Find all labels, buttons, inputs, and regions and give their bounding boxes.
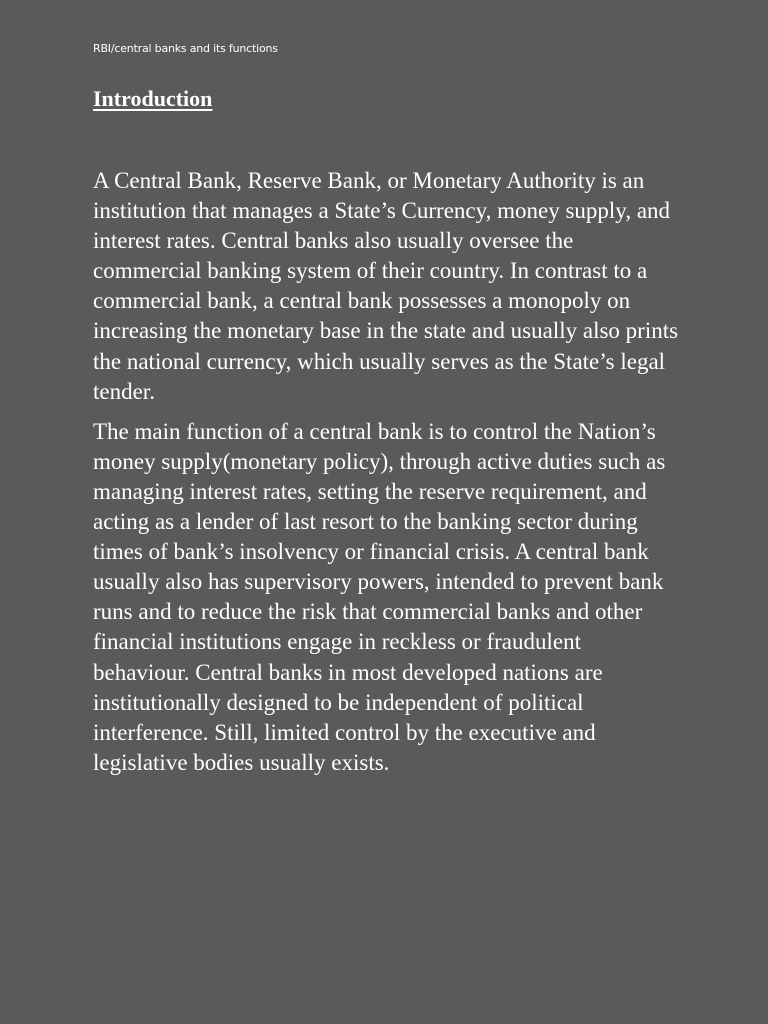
running-header: RBI/central banks and its functions: [93, 42, 278, 55]
paragraph-2: The main function of a central bank is to control the Nation’s money supply(monetary policy), through active duties such as managing interest rates, setting the reserve requirement, and acting as a lender of last resort to the banking sector during times of bank’s insolvency or financial crisis. A central bank usually also has supervisory powers, intended to prevent bank runs and to reduce the risk that commercial banks and other financial institutions engage in reckless or fraudulent behaviour. Central banks in most developed nations are institutionally designed to be independent of political interference. Still, limited control by the executive and legislative bodies usually exists.: [93, 418, 666, 775]
body-text: [93, 166, 683, 788]
paragraph-1: A Central Bank, Reserve Bank, or Monetary Authority is an institution that manages a State’s Currency, money supply, and interest rates. Central banks also usually oversee the commercial banking system of their country. In contrast to a commercial bank, a central bank possesses a monopoly on increasing the monetary base in the state and usually also prints the national currency, which usually serves as the State’s legal tender.: [93, 168, 679, 404]
section-heading: Introduction: [93, 86, 213, 111]
